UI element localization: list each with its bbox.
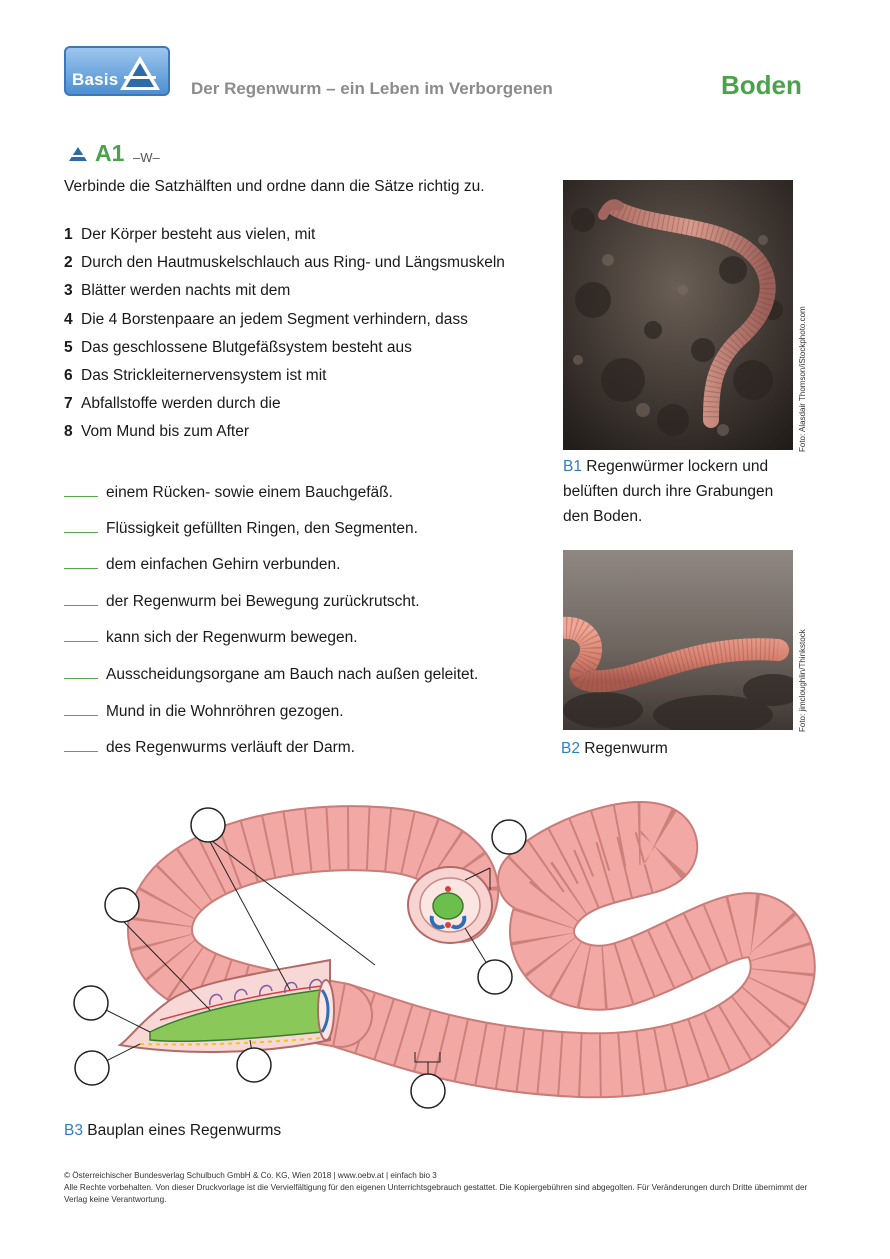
- sentence-item: 3 Blätter werden nachts mit dem: [64, 282, 291, 299]
- ending-item: der Regenwurm bei Bewegung zurückrutscht.: [64, 592, 420, 611]
- cross-section-view: [408, 867, 492, 943]
- ending-item: einem Rücken- sowie einem Bauchgefäß.: [64, 483, 393, 502]
- ending-item: Ausscheidungsorgane am Bauch nach außen geleitet.: [64, 665, 478, 684]
- sentence-item: 1 Der Körper besteht aus vielen, mit: [64, 226, 316, 243]
- logo-label: Basis: [72, 70, 119, 89]
- answer-blank[interactable]: [64, 738, 98, 752]
- earthworm-closeup-photo: [563, 550, 793, 730]
- earthworm-anatomy-diagram: [60, 800, 820, 1120]
- sentence-item: 7 Abfallstoffe werden durch die: [64, 395, 281, 412]
- figure-ref: B1: [563, 458, 582, 475]
- ending-item: Flüssigkeit gefüllten Ringen, den Segmenten.: [64, 519, 418, 538]
- earthworm-soil-photo: [563, 180, 793, 450]
- label-circle[interactable]: [191, 808, 225, 842]
- figure-caption: B2 Regenwurm: [561, 740, 668, 757]
- answer-blank[interactable]: [64, 483, 98, 497]
- task-instruction: Verbinde die Satzhälften und ordne dann die Sätze richtig zu.: [64, 178, 485, 195]
- answer-blank[interactable]: [64, 555, 98, 569]
- ending-item: Mund in die Wohnröhren gezogen.: [64, 702, 344, 721]
- figure-caption: B1 Regenwürmer lockern und belüften durch ihre Grabungen den Boden.: [563, 458, 774, 525]
- task-number: A1: [95, 140, 125, 166]
- label-circle[interactable]: [105, 888, 139, 922]
- photo-credit: Foto: Alasdair Thomson/iStockphoto.com: [798, 306, 807, 452]
- photo-credit: Foto: jimcloughlin/Thinkstock: [798, 629, 807, 732]
- sentence-item: 5 Das geschlossene Blutgefäßsystem besteht aus: [64, 339, 412, 356]
- ending-item: kann sich der Regenwurm bewegen.: [64, 628, 358, 647]
- label-circle[interactable]: [75, 1051, 109, 1085]
- label-circle[interactable]: [492, 820, 526, 854]
- task-tag: –W–: [133, 150, 160, 165]
- page-header-title: Der Regenwurm – ein Leben im Verborgenen: [191, 79, 553, 98]
- answer-blank[interactable]: [64, 665, 98, 679]
- figure-ref: B3: [64, 1122, 83, 1139]
- answer-blank[interactable]: [64, 628, 98, 642]
- answer-blank[interactable]: [64, 519, 98, 533]
- sentence-item: 2 Durch den Hautmuskelschlauch aus Ring- und Längsmuskeln: [64, 254, 505, 271]
- ending-item: des Regenwurms verläuft der Darm.: [64, 738, 355, 757]
- page-category: Boden: [721, 70, 802, 100]
- copyright-footer: © Österreichischer Bundesverlag Schulbuch GmbH & Co. KG, Wien 2018 | www.oebv.at | einfach bio 3 Alle Rechte vorbehalten. Von dieser Druckvorlage ist die Vervielfältigung für den eigenen Unterrichtsgebrauch gestattet. Die Kopiergebühren sind abgegolten. Für Veränderungen durch Dritte übernimmt der Verlag keine Verantwortung.: [64, 1171, 808, 1204]
- figure-ref: B2: [561, 740, 580, 757]
- basis-logo: [64, 46, 170, 96]
- sentence-item: 6 Das Strickleiternervensystem ist mit: [64, 367, 327, 384]
- label-circle[interactable]: [237, 1048, 271, 1082]
- ending-item: dem einfachen Gehirn verbunden.: [64, 555, 340, 574]
- pyramid-icon: [68, 146, 88, 162]
- label-circle[interactable]: [74, 986, 108, 1020]
- label-circle[interactable]: [411, 1074, 445, 1108]
- sentence-item: 4 Die 4 Borstenpaare an jedem Segment verhindern, dass: [64, 311, 468, 328]
- sentence-item: 8 Vom Mund bis zum After: [64, 423, 249, 440]
- answer-blank[interactable]: [64, 702, 98, 716]
- figure-caption: B3 Bauplan eines Regenwurms: [64, 1122, 282, 1139]
- answer-blank[interactable]: [64, 592, 98, 606]
- label-circle[interactable]: [478, 960, 512, 994]
- pyramid-icon: [118, 54, 162, 92]
